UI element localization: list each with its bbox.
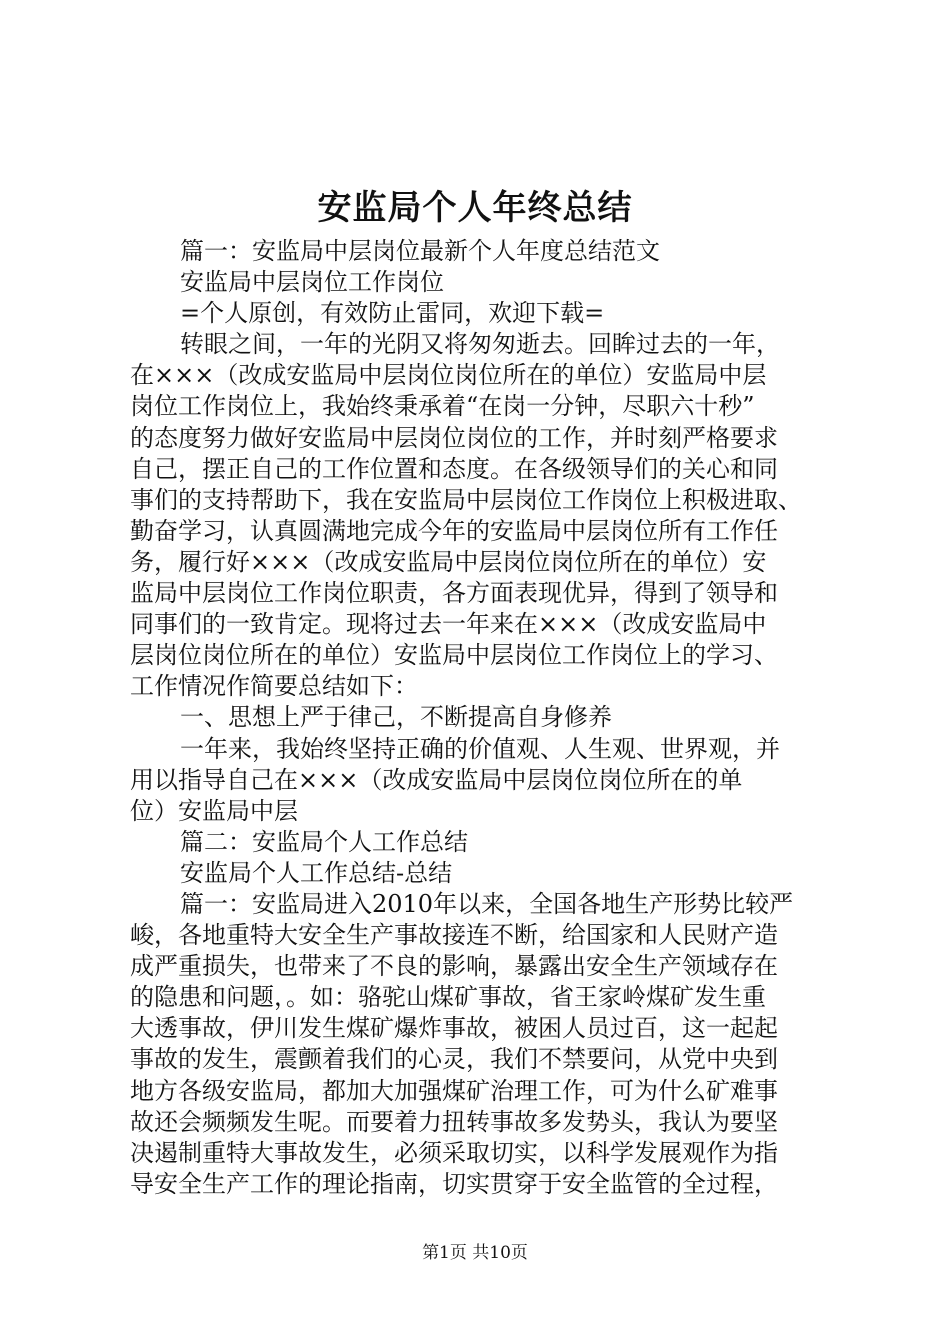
paragraph-line: 的隐患和问题，。如：骆驼山煤矿事故，省王家岭煤矿发生重 — [130, 983, 766, 1012]
page-number-footer: 第1页 共10页 — [422, 1243, 528, 1263]
paragraph-line: 层岗位岗位所在的单位）安监局中层岗位工作岗位上的学习、 — [130, 641, 778, 670]
paragraph-line: 峻，各地重特大安全生产事故接连不断，给国家和人民财产造 — [130, 921, 778, 950]
paragraph-line: 成严重损失，也带来了不良的影响，暴露出安全生产领域存在 — [130, 952, 778, 981]
paragraph-line: 用以指导自己在×××（改成安监局中层岗位岗位所在的单 — [130, 765, 743, 794]
paragraph-line: 勤奋学习，认真圆满地完成今年的安监局中层岗位所有工作任 — [130, 516, 778, 545]
paragraph-line: 决遏制重特大事故发生，必须采取切实，以科学发展观作为指 — [130, 1138, 778, 1167]
paragraph-line: 地方各级安监局，都加大加强煤矿治理工作，可为什么矿难事 — [130, 1076, 778, 1105]
paragraph-line: =个人原创，有效防止雷同，欢迎下载= — [180, 299, 605, 328]
paragraph-line: 篇一：安监局进入2010年以来，全国各地生产形势比较严 — [180, 889, 794, 918]
document-body — [130, 236, 830, 1200]
paragraph-line: 的态度努力做好安监局中层岗位岗位的工作，并时刻严格要求 — [130, 423, 778, 452]
paragraph-line: 自己，摆正自己的工作位置和态度。在各级领导们的关心和同 — [130, 454, 778, 483]
paragraph-line: 工作情况作简要总结如下： — [130, 672, 418, 701]
document-title: 安监局个人年终总结 — [317, 188, 633, 228]
paragraph-line: 在×××（改成安监局中层岗位岗位所在的单位）安监局中层 — [130, 361, 767, 390]
paragraph-line: 事们的支持帮助下，我在安监局中层岗位工作岗位上积极进取、 — [130, 485, 802, 514]
paragraph-line: 篇一：安监局中层岗位最新个人年度总结范文 — [180, 237, 660, 265]
paragraph-line: 安监局中层岗位工作岗位 — [180, 268, 444, 297]
paragraph-line: 转眼之间，一年的光阴又将匆匆逝去。回眸过去的一年， — [180, 330, 780, 359]
paragraph-line: 一年来，我始终坚持正确的价值观、人生观、世界观，并 — [180, 734, 780, 763]
paragraph-line: 务，履行好×××（改成安监局中层岗位岗位所在的单位）安 — [130, 547, 767, 576]
paragraph-line: 岗位工作岗位上，我始终秉承着“在岗一分钟，尽职六十秒” — [130, 392, 755, 421]
paragraph-line: 事故的发生，震颤着我们的心灵，我们不禁要问，从党中央到 — [130, 1045, 778, 1074]
paragraph-line: 大透事故，伊川发生煤矿爆炸事故，被困人员过百，这一起起 — [130, 1014, 778, 1043]
paragraph-line: 故还会频频发生呢。而要着力扭转事故多发势头，我认为要坚 — [130, 1107, 778, 1136]
paragraph-line: 监局中层岗位工作岗位职责，各方面表现优异，得到了领导和 — [130, 579, 778, 608]
section-heading: 篇二：安监局个人工作总结 — [180, 827, 468, 856]
paragraph-line: 同事们的一致肯定。现将过去一年来在×××（改成安监局中 — [130, 610, 767, 639]
paragraph-line: 导安全生产工作的理论指南，切实贯穿于安全监管的全过程， — [130, 1169, 778, 1198]
paragraph-line: 位）安监局中层 — [130, 796, 298, 825]
paragraph-line: 安监局个人工作总结-总结 — [180, 858, 453, 887]
section-heading: 一、思想上严于律己，不断提高自身修养 — [180, 703, 612, 732]
